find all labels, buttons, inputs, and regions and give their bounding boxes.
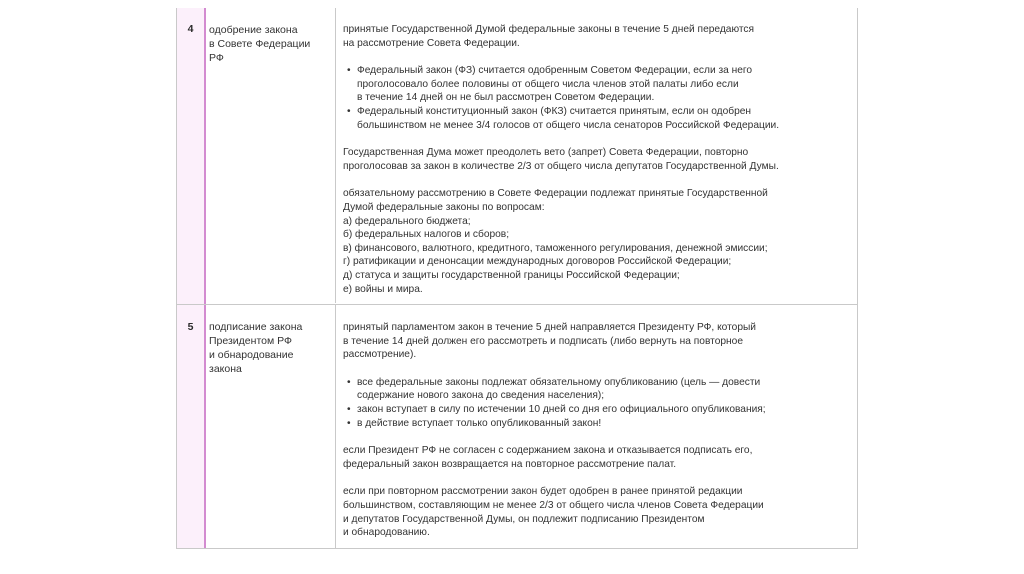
stage-description [343, 23, 849, 296]
list-item [343, 417, 849, 431]
row-number: 5 [187, 321, 194, 333]
text-line: если Президент РФ не согласен с содержанием закона и отказывается подписать его, [343, 445, 753, 457]
text-line: • в действие вступает только опубликованный закон! [357, 417, 602, 429]
stage-title-line: РФ [209, 52, 224, 64]
text-line: • все федеральные законы подлежат обязательному опубликованию (цель — довести [357, 376, 761, 388]
text-line: в течение 14 дней должен его рассмотреть и подписать (либо вернуть на повторное [343, 335, 743, 347]
text-line: большинством, составляющим не менее 2/3 от общего числа членов Совета Федерации [343, 499, 764, 511]
stage-title-line: подписание закона [209, 321, 303, 333]
text-line: федеральный закон возвращается на повторное рассмотрение палат. [343, 458, 677, 470]
text-line: проголосовало более половины от общего числа членов этой палаты либо если [357, 78, 739, 90]
bullet-list [343, 64, 849, 132]
text-line: е) войны и мира. [343, 283, 423, 295]
text-line: проголосовав за закон в количестве 2/3 от общего числа депутатов Государственной Думы. [343, 160, 779, 172]
text-line: б) федеральных налогов и сборов; [343, 229, 510, 241]
stage-title-line: и обнародование [209, 349, 294, 361]
text-line: • Федеральный конституционный закон (ФКЗ) считается принятым, если он одобрен [357, 105, 752, 117]
text-line: на рассмотрение Совета Федерации. [343, 37, 520, 49]
stage-title [209, 23, 329, 65]
text-line: Государственная Дума может преодолеть вето (запрет) Совета Федерации, повторно [343, 147, 749, 159]
list-item [343, 105, 849, 132]
bullet-list [343, 376, 849, 430]
text-line: и депутатов Государственной Думы, он подлежит подписанию Президентом [343, 513, 705, 525]
text-line: принятые Государственной Думой федеральные законы в течение 5 дней передаются [343, 24, 755, 35]
list-item [343, 376, 849, 403]
stage-title-line: закона [209, 363, 242, 375]
column-divider [335, 305, 336, 549]
text-line: • закон вступает в силу по истечении 10 дней со дня его официального опубликования; [357, 403, 766, 415]
text-line: большинством не менее 3/4 голосов от общего числа сенаторов Российской Федерации. [357, 119, 780, 131]
text-line: в) финансового, валютного, кредитного, таможенного регулирования, денежной эмиссии; [343, 242, 768, 254]
table-row [177, 8, 857, 303]
text-line: • Федеральный закон (ФЗ) считается одобренным Советом Федерации, если за него [357, 65, 753, 77]
text-line: г) ратификации и денонсации международных договоров Российской Федерации; [343, 256, 732, 268]
text-line: принятый парламентом закон в течение 5 дней направляется Президенту РФ, который [343, 322, 756, 333]
column-divider [335, 8, 336, 303]
table-row [177, 304, 857, 549]
text-line: рассмотрение). [343, 349, 417, 361]
law-stages-table [176, 8, 858, 549]
text-line: если при повторном рассмотрении закон будет одобрен в ранее принятой редакции [343, 486, 743, 498]
stage-title-line: в Совете Федерации [209, 38, 311, 50]
stage-title [209, 320, 329, 376]
stage-title-line: Президентом РФ [209, 335, 292, 347]
list-item [343, 403, 849, 417]
row-number: 4 [187, 23, 194, 35]
text-line: и обнародованию. [343, 527, 430, 539]
text-line: содержание нового закона до сведения населения); [357, 390, 605, 402]
stage-title-line: одобрение закона [209, 24, 298, 36]
stage-description [343, 321, 849, 540]
list-item [343, 64, 849, 105]
text-line: Думой федеральные законы по вопросам: [343, 201, 545, 213]
text-line: обязательному рассмотрению в Совете Федерации подлежат принятые Государственной [343, 188, 768, 200]
text-line: в течение 14 дней он не был рассмотрен Советом Федерации. [357, 92, 655, 104]
text-line: д) статуса и защиты государственной границы Российской Федерации; [343, 269, 680, 281]
text-line: а) федерального бюджета; [343, 215, 471, 227]
